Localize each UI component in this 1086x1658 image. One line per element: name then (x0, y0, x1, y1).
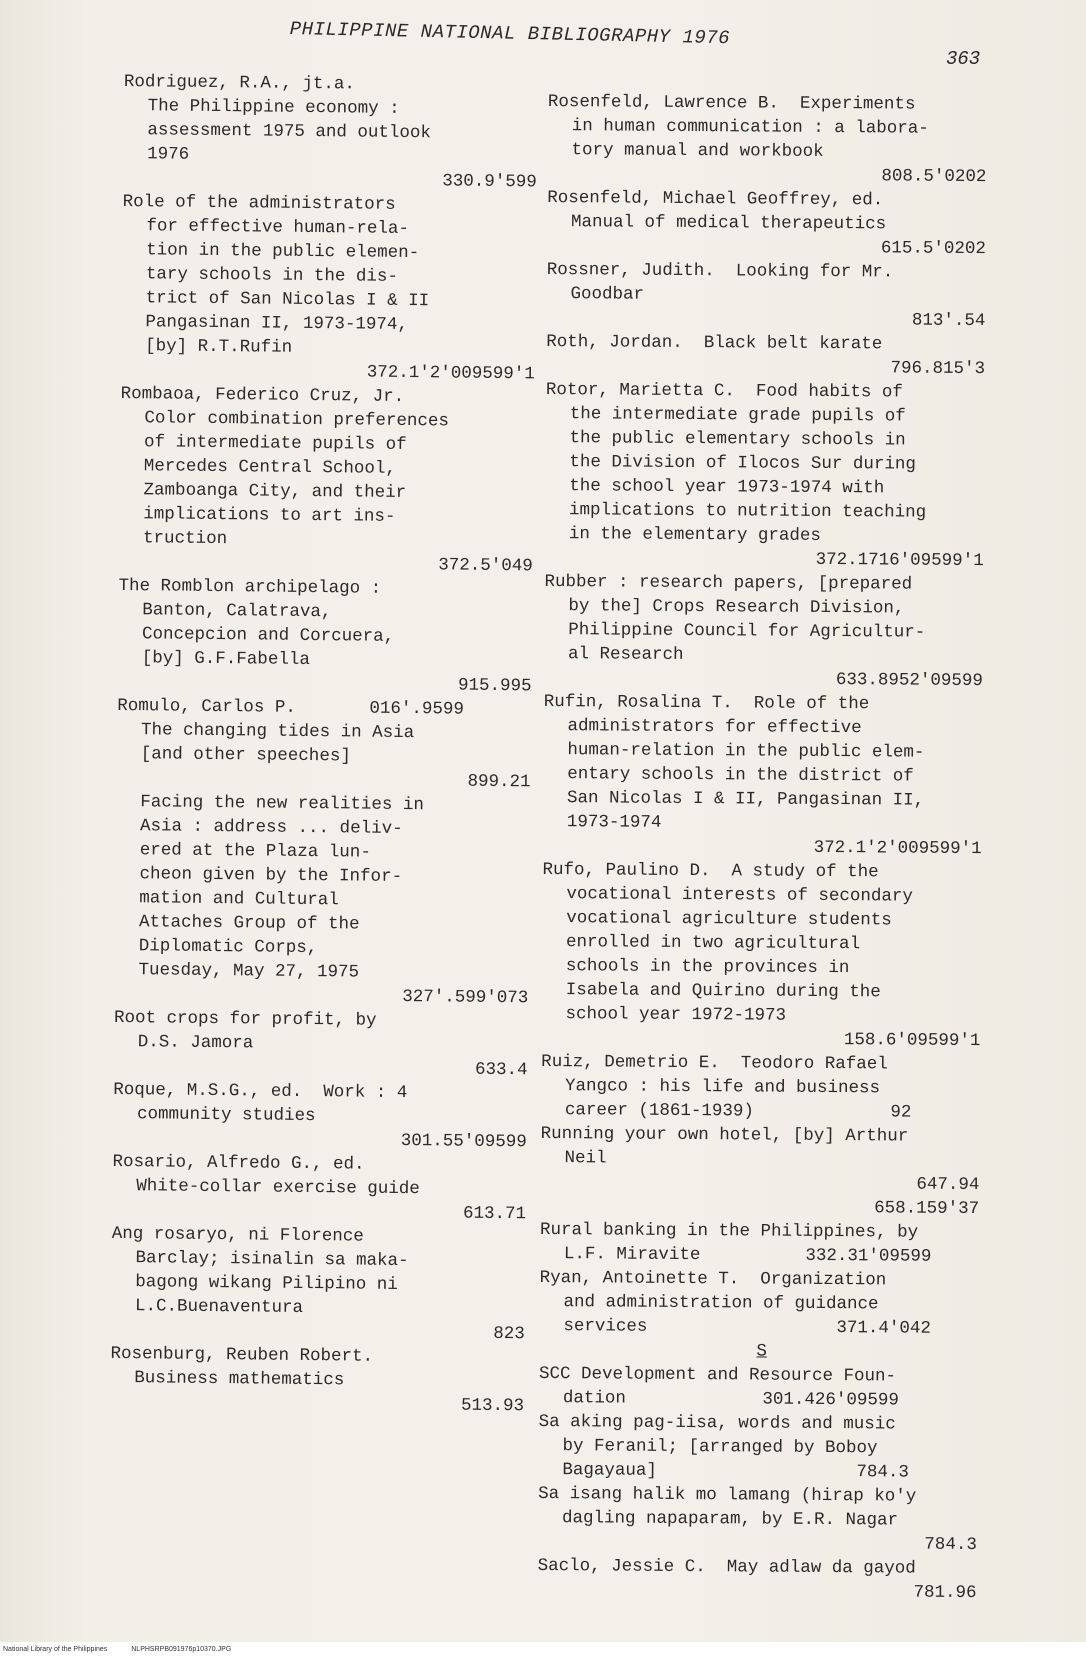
classification-number: 633.8952'09599 (835, 670, 983, 692)
bibliography-entry (541, 1050, 986, 1125)
bibliography-entry (121, 190, 543, 386)
entry-heading-line: Rodriguez, R.A., jt.a. (123, 71, 356, 95)
entry-title-line: Concepcion and Corcuera, (141, 624, 395, 647)
entry-title-line: 1976 (147, 144, 190, 165)
bibliography-entry (540, 1218, 985, 1269)
bibliography-entry (539, 1338, 984, 1365)
entry-title-line: D.S. Jamora (137, 1032, 254, 1054)
entry-title-line: Tuesday, May 27, 1975 (138, 960, 360, 983)
entry-title-line: in the elementary grades (568, 524, 822, 546)
entry-title-line: schools in the provinces in (565, 956, 850, 979)
entry-title-line: dagling napaparam, by E.R. Nagar (561, 1508, 899, 1531)
entry-title-line: White-collar exercise guide (136, 1176, 420, 1200)
entry-title-line: L.F. Miravite 332.31'09599 (563, 1244, 932, 1267)
entry-title-line: truction (142, 528, 228, 550)
classification-number: 372.1'2'009599'1 (813, 837, 982, 860)
bibliography-entry (546, 258, 991, 333)
entry-title-line: Business mathematics (134, 1368, 345, 1391)
entry-title-line: enrolled in two agricultural (565, 932, 861, 955)
bibliography-entry (539, 1266, 984, 1341)
classification-number: 899.21 (467, 771, 531, 793)
classification-number: 823 (493, 1323, 525, 1345)
bibliography-entry (547, 186, 992, 261)
entry-title-line: mation and Cultural (139, 888, 339, 911)
entry-title-line: L.C.Buenaventura (134, 1296, 304, 1318)
entry-title-line: Banton, Calatrava, (142, 600, 332, 623)
bibliography-entry (538, 1482, 983, 1557)
bibliography-entry (114, 790, 536, 1010)
entry-title-line: Zamboanga City, and their (143, 480, 407, 503)
entry-title-line: Attaches Group of the (138, 912, 360, 935)
entry-title-line: trict of San Nicolas I & II (145, 288, 430, 312)
bibliography-entry (546, 330, 991, 381)
classification-number: 784.3 (924, 1534, 977, 1556)
entry-title-line: services 371.4'042 (563, 1316, 931, 1339)
page-title: PHILIPPINE NATIONAL BIBLIOGRAPHY 1976 (289, 18, 731, 50)
bibliography-entry (117, 574, 538, 698)
entry-title-line: [by] G.F.Fabella (141, 648, 310, 670)
bibliography-entry (547, 90, 993, 189)
entry-heading-line: Ruiz, Demetrio E. Teodoro Rafael (541, 1051, 888, 1075)
bibliography-entry (119, 382, 541, 578)
entry-title-line: career (1861-1939) 92 (564, 1100, 912, 1123)
classification-number: 813'.54 (911, 310, 986, 332)
entry-heading-line: Ryan, Antoinette T. Organization (539, 1267, 887, 1291)
classification-number: 301.55'09599 (400, 1130, 527, 1153)
page-number: 363 (946, 48, 981, 70)
entry-heading-line: Rossner, Judith. Looking for Mr. (546, 259, 894, 283)
entry-title-line: implications to nutrition teaching (568, 500, 927, 523)
bibliography-entry (112, 1150, 533, 1226)
entry-title-line: [and other speeches] (140, 744, 351, 767)
entry-title-line: Isabela and Quirino during the (565, 980, 881, 1003)
entry-heading-line: Rufin, Rosalina T. Role of the (543, 691, 870, 715)
entry-title-line: Mercedes Central School, (143, 456, 396, 479)
entry-heading-line: SCC Development and Resource Foun- (538, 1363, 897, 1387)
entry-heading-line: Roque, M.S.G., ed. Work : 4 (113, 1079, 408, 1104)
entry-title-line: cheon given by the Infor- (139, 864, 403, 887)
entry-heading-line: Saclo, Jessie C. May adlaw da gayod (537, 1555, 916, 1579)
entry-heading-line: Rosenburg, Reuben Robert. (110, 1343, 374, 1367)
scan-footer (0, 1642, 1086, 1658)
entry-title-line: al Research (567, 644, 684, 665)
classification-number: 796.815'3 (890, 358, 986, 380)
classification-number: 781.96 (913, 1582, 977, 1604)
entry-heading-line: Rubber : research papers, [prepared (544, 571, 913, 595)
bibliography-entry (537, 1554, 982, 1605)
footer-library: National Library of the Philippines (3, 1646, 108, 1653)
entry-heading-line: Running your own hotel, [by] Arthur (540, 1123, 909, 1147)
classification-number: 372.1716'09599'1 (815, 549, 984, 572)
entry-title-line: the school year 1973-1974 with (569, 476, 885, 499)
bibliography-entry (110, 1342, 531, 1418)
entry-title-line: Asia : address ... deliv- (139, 816, 403, 839)
entry-title-line: assessment 1975 and outlook (147, 120, 432, 144)
entry-title-line: Goodbar (570, 284, 645, 305)
entry-title-line: vocational agriculture students (566, 908, 892, 931)
entry-title-line: of intermediate pupils of (143, 432, 407, 455)
entry-title-line: community studies (136, 1104, 316, 1127)
entry-title-line: in human communication : a labora- (571, 116, 929, 139)
entry-heading-line: Ang rosaryo, ni Florence (111, 1223, 364, 1247)
entry-title-line: Yangco : his life and business (564, 1076, 881, 1099)
entry-title-line: administrators for effective (567, 716, 862, 739)
entry-title-line: school year 1972-1973 (565, 1004, 787, 1026)
entry-title-line: [by] R.T.Rufin (145, 336, 293, 358)
entry-heading-line: Sa isang halik mo lamang (hirap ko'y (538, 1483, 917, 1507)
entry-title-line: entary schools in the district of (567, 764, 914, 787)
classification-number: 915.995 (457, 675, 532, 697)
bibliography-entry (538, 1410, 983, 1485)
entry-title-line: tary schools in the dis- (145, 264, 399, 287)
bibliography-entry (545, 378, 991, 573)
entry-title-line: Barclay; isinalin sa maka- (135, 1248, 409, 1272)
entry-heading-line: Rotor, Marietta C. Food habits of (545, 379, 904, 403)
bibliography-entry (540, 1194, 985, 1221)
entry-heading-line: Sa aking pag-iisa, words and music (538, 1411, 896, 1435)
section-letter: S (756, 1341, 768, 1362)
entry-title-line: Bagayaua] 784.3 (562, 1460, 909, 1483)
bibliography-entry (123, 70, 544, 194)
bibliography-entry (543, 690, 989, 861)
entry-heading-line: Rosenfeld, Michael Geoffrey, ed. (547, 187, 884, 211)
classification-number: 613.71 (462, 1203, 527, 1225)
entry-title-line: The Philippine economy : (147, 96, 400, 119)
bibliography-entry (116, 694, 537, 794)
entry-title-line: implications to art ins- (143, 504, 396, 527)
entry-heading-line: Role of the administrators (122, 191, 396, 215)
entry-heading-line: Romulo, Carlos P. 016'.9599 (117, 695, 464, 720)
classification-number: 808.5'0202 (881, 166, 987, 188)
right-column (537, 90, 993, 1605)
bibliography-entry (540, 1122, 985, 1197)
entry-title-line: Neil (564, 1148, 607, 1169)
bibliography-entry (113, 1006, 534, 1082)
classification-number: 513.93 (460, 1395, 525, 1417)
entry-title-line: tion in the public elemen- (146, 240, 420, 264)
entry-title-line: 1973-1974 (566, 812, 662, 833)
entry-title-line: Color combination preferences (144, 408, 450, 432)
classification-number: 330.9'599 (442, 171, 537, 193)
entry-title-line: ered at the Plaza lun- (139, 840, 371, 863)
entry-heading-line: Roth, Jordan. Black belt karate (546, 331, 883, 355)
entry-heading-line: Rombaoa, Federico Cruz, Jr. (120, 383, 405, 407)
entry-heading-line: Rural banking in the Philippines, by (539, 1219, 919, 1243)
bibliography-entry (541, 858, 987, 1053)
entry-title-line: for effective human-rela- (146, 216, 410, 239)
entry-heading-line: The Romblon archipelago : (118, 575, 382, 599)
entry-title-line: San Nicolas I & II, Pangasinan II, (566, 788, 925, 811)
entry-title-line: Philippine Council for Agricultur- (568, 620, 926, 643)
classification-number: 372.1'2'009599'1 (366, 362, 535, 385)
classification-number: 327'.599'073 (402, 986, 529, 1009)
entry-title-line: tory manual and workbook (571, 140, 824, 162)
entry-heading-line: Rufo, Paulino D. A study of the (542, 859, 879, 883)
entry-title-line: and administration of guidance (563, 1292, 879, 1315)
classification-number: 372.5'049 (438, 555, 533, 577)
entry-heading-line: Root crops for profit, by (113, 1007, 377, 1031)
classification-number: 658.159'37 (874, 1198, 980, 1220)
entry-title-line: the intermediate grade pupils of (569, 404, 906, 427)
entry-title-line: the public elementary schools in (569, 428, 906, 451)
entry-title-line: human-relation in the public elem- (567, 740, 925, 763)
entry-heading-line: Rosenfeld, Lawrence B. Experiments (547, 91, 916, 115)
bibliography-entry (544, 570, 990, 693)
entry-title-line: Diplomatic Corps, (138, 936, 318, 959)
entry-title-line: Facing the new realities in (140, 792, 424, 816)
entry-title-line: bagong wikang Pilipino ni (135, 1272, 398, 1295)
entry-title-line: by the] Crops Research Division, (568, 596, 905, 619)
footer-file: NLPHSRPB091976p10370.JPG (131, 1646, 232, 1653)
entry-title-line: vocational interests of secondary (566, 884, 914, 907)
classification-number: 633.4 (474, 1059, 528, 1081)
left-column (110, 70, 544, 1418)
entry-title-line: dation 301.426'09599 (562, 1388, 899, 1411)
classification-number: 615.5'0202 (880, 238, 986, 260)
entry-title-line: the Division of Ilocos Sur during (569, 452, 917, 475)
classification-number: 647.94 (916, 1174, 980, 1196)
entry-title-line: Pangasinan II, 1973-1974, (145, 312, 408, 335)
bibliography-entry (539, 1362, 984, 1413)
bibliography-entry (113, 1078, 534, 1154)
classification-number: 158.6'09599'1 (843, 1030, 981, 1052)
entry-title-line: The changing tides in Asia (140, 720, 415, 744)
entry-heading-line: Rosario, Alfredo G., ed. (112, 1151, 365, 1175)
bibliography-entry (111, 1222, 532, 1346)
entry-title-line: by Feranil; [arranged by Boboy (562, 1436, 878, 1459)
entry-title-line: Manual of medical therapeutics (571, 212, 887, 235)
